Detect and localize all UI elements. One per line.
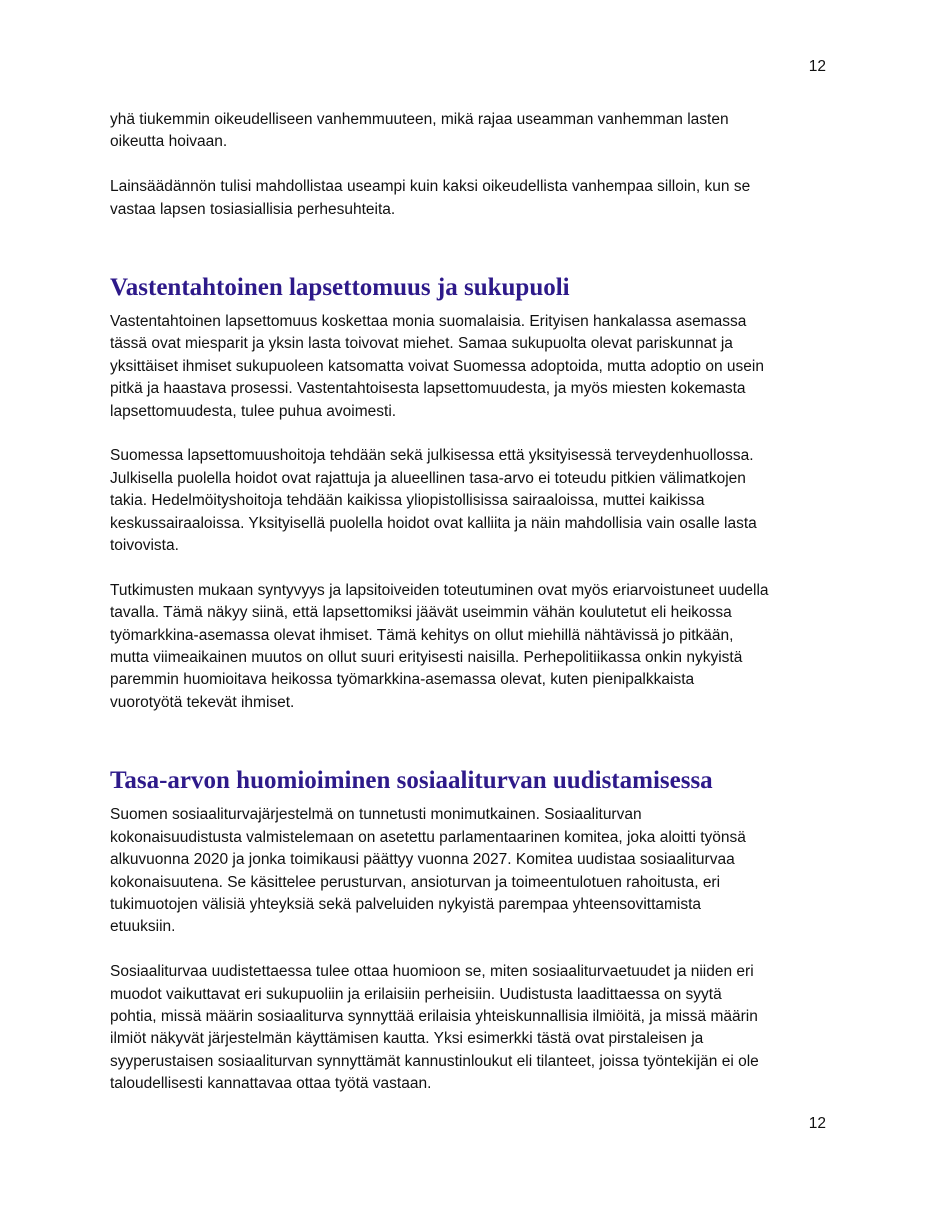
section2-paragraph-1: [110, 804, 830, 938]
text-line: takia. Hedelmöityshoitoja tehdään kaikissa yliopistollisissa sairaaloissa, muttei kaikissa: [110, 492, 705, 510]
text-line: pitkä ja haastava prosessi. Vastentahtoisesta lapsettomuudesta, ja myös miesten kokemasta: [110, 380, 746, 398]
text-line: oikeutta hoivaan.: [110, 133, 228, 151]
page-number-top: 12: [808, 58, 826, 75]
intro-paragraph-2: [110, 176, 830, 221]
text-line: muodot vaikuttavat eri sukupuoliin ja erilaisiin perheisiin. Uudistusta laadittaessa on syytä: [110, 985, 722, 1003]
text-line: paremmin huomioitava heikossa työmarkkina-asemassa olevat, kuten pienipalkkaista: [110, 671, 695, 689]
text-line: alkuvuonna 2020 ja jonka toimikausi päättyy vuonna 2027. Komitea uudistaa sosiaaliturvaa: [110, 851, 735, 869]
section-heading-lapsettomuus: Vastentahtoinen lapsettomuus ja sukupuoli: [110, 274, 570, 302]
section1-paragraph-3: [110, 580, 830, 714]
text-line: ilmiöt näkyvät järjestelmän käyttämisen kautta. Yksi esimerkki tästä ovat pirstaleisen ja: [110, 1030, 704, 1048]
text-line: työmarkkina-asemassa olevat ihmiset. Tämä kehitys on ollut miehillä nähtävissä jo pitkään,: [110, 626, 734, 644]
text-line: Lainsäädännön tulisi mahdollistaa useampi kuin kaksi oikeudellista vanhempaa silloin, kun se: [110, 178, 751, 196]
text-line: taloudellisesti kannattavaa ottaa työtä vastaan.: [110, 1075, 432, 1093]
text-line: mutta viimeaikainen muutos on ollut suuri erityisesti naisilla. Perhepolitiikassa onkin nykyistä: [110, 649, 743, 667]
text-line: pohtia, missä määrin sosiaaliturva synnyttää erilaisia yhteiskunnallisia ilmiöitä, ja missä määrin: [110, 1007, 758, 1025]
text-line: yhä tiukemmin oikeudelliseen vanhemmuuteen, mikä rajaa useamman vanhemman lasten: [110, 111, 729, 128]
text-line: tavalla. Tämä näkyy siinä, että lapsettomiksi jäävät useimmin vähän koulutetut eli heikossa: [110, 604, 732, 622]
text-line: vastaa lapsen tosiasiallisia perhesuhteita.: [110, 200, 396, 218]
text-line: Julkisella puolella hoidot ovat rajattuja ja alueellinen tasa-arvo ei toteudu pitkien välimatkojen: [110, 469, 746, 487]
text-line: tukimuotojen välisiä yhteyksiä sekä palveluiden nykyistä parempaa yhteensovittamista: [110, 895, 702, 913]
text-line: Suomessa lapsettomuushoitoja tehdään sekä julkisessa että yksityisessä terveydenhuollossa.: [110, 447, 754, 465]
text-line: vuorotyötä tekevät ihmiset.: [110, 693, 295, 711]
intro-paragraph-1: [110, 109, 830, 154]
text-line: Suomen sosiaaliturvajärjestelmä on tunnetusti monimutkainen. Sosiaaliturvan: [110, 806, 642, 824]
text-line: toivovista.: [110, 537, 179, 555]
text-line: syyperustaisen sosiaaliturvan synnyttämät kannustinloukut eli tilanteet, joissa työntekijän ei ole: [110, 1052, 759, 1070]
section1-paragraph-2: [110, 445, 830, 557]
text-line: keskussairaaloissa. Yksityisellä puolella hoidot ovat kalliita ja näin mahdollisia vain osalle lasta: [110, 514, 757, 532]
text-line: tässä ovat miesparit ja yksin lasta toivovat miehet. Samaa sukupuolta olevat pariskunnat ja: [110, 335, 733, 353]
text-line: kokonaisuudistusta valmistelemaan on asetettu parlamentaarinen komitea, joka aloitti työnsä: [110, 828, 746, 846]
text-line: kokonaisuutena. Se käsittelee perusturvan, ansioturvan ja toimeentulotuen rahoitusta, eri: [110, 873, 721, 891]
section1-paragraph-1: [110, 311, 830, 423]
text-line: etuuksiin.: [110, 918, 176, 936]
text-line: yksittäiset ihmiset sukupuoleen katsomatta voivat Suomessa adoptoida, mutta adoptio on usein: [110, 357, 764, 375]
page-number-bottom: 12: [808, 1115, 826, 1132]
section-heading-sosiaaliturva: Tasa-arvon huomioiminen sosiaaliturvan uudistamisessa: [110, 767, 713, 795]
text-line: Sosiaaliturvaa uudistettaessa tulee ottaa huomioon se, miten sosiaaliturvaetuudet ja niiden eri: [110, 963, 754, 981]
text-line: Tutkimusten mukaan syntyvyys ja lapsitoiveiden toteutuminen ovat myös eriarvoistuneet uudella: [110, 581, 769, 599]
section2-paragraph-2: [110, 961, 830, 1095]
text-line: lapsettomuudesta, tulee puhua avoimesti.: [110, 402, 397, 420]
text-line: Vastentahtoinen lapsettomuus koskettaa monia suomalaisia. Erityisen hankalassa asemassa: [110, 313, 747, 331]
document-body: [110, 109, 830, 1096]
